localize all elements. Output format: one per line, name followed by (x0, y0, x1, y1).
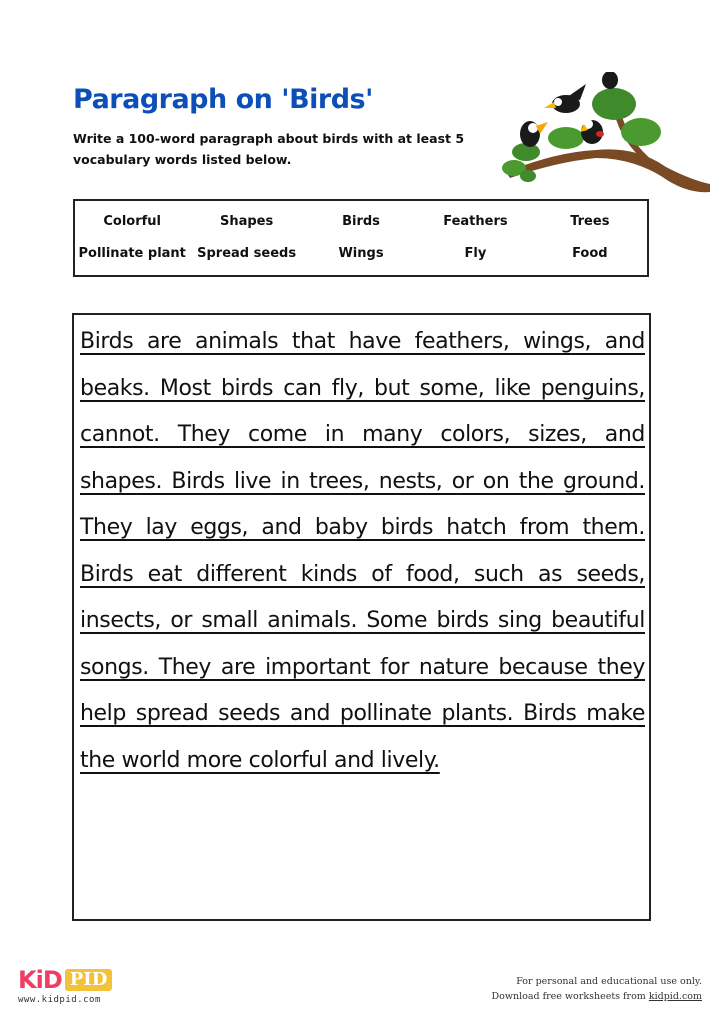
footer-note-prefix: Download free worksheets from (491, 991, 649, 1002)
vocabulary-row (75, 214, 647, 229)
logo-pid-text: PID (65, 969, 113, 991)
paragraph-box (72, 313, 651, 921)
kidpid-link[interactable]: kidpid.com (648, 991, 702, 1002)
vocabulary-row (75, 246, 647, 261)
vocabulary-box (73, 199, 649, 277)
vocab-word: Shapes (219, 214, 274, 229)
kidpid-logo[interactable] (18, 968, 112, 1005)
instructions-text: Write a 100-word paragraph about birds with at least 5 vocabulary words listed below. (73, 131, 465, 167)
vocab-word: Wings (338, 246, 384, 261)
toucans-on-branch-illustration (496, 72, 712, 196)
logo-url: www.kidpid.com (18, 995, 101, 1005)
page-title: Paragraph on 'Birds' (73, 84, 373, 115)
footer-note-line1: For personal and educational use only. (516, 976, 702, 987)
vocab-word: Trees (570, 214, 610, 229)
footer-note-line2 (492, 989, 703, 1004)
vocab-word: Pollinate plant (78, 246, 186, 261)
vocab-word: Spread seeds (197, 246, 297, 261)
vocab-word: Food (572, 246, 608, 261)
paragraph-text: Birds are animals that have feathers, wings, and beaks. Most birds can fly, but some, like penguins, cannot. They come in many colors, sizes, and shapes. Birds live in trees, nests, or on the ground. They lay eggs, and baby birds hatch from them. Birds eat different kinds of food, such as seeds, insects, or small animals. Some birds sing beautiful songs. They are important for nature because they help spread seeds and pollinate plants. Birds make the world more colorful and lively. (80, 329, 645, 773)
vocab-word: Colorful (103, 214, 162, 229)
footer-note (492, 974, 703, 1004)
vocab-word: Fly (464, 246, 487, 261)
logo-kid-text: KiD (18, 966, 62, 994)
vocab-word: Feathers (443, 214, 508, 229)
vocab-word: Birds (342, 214, 380, 229)
